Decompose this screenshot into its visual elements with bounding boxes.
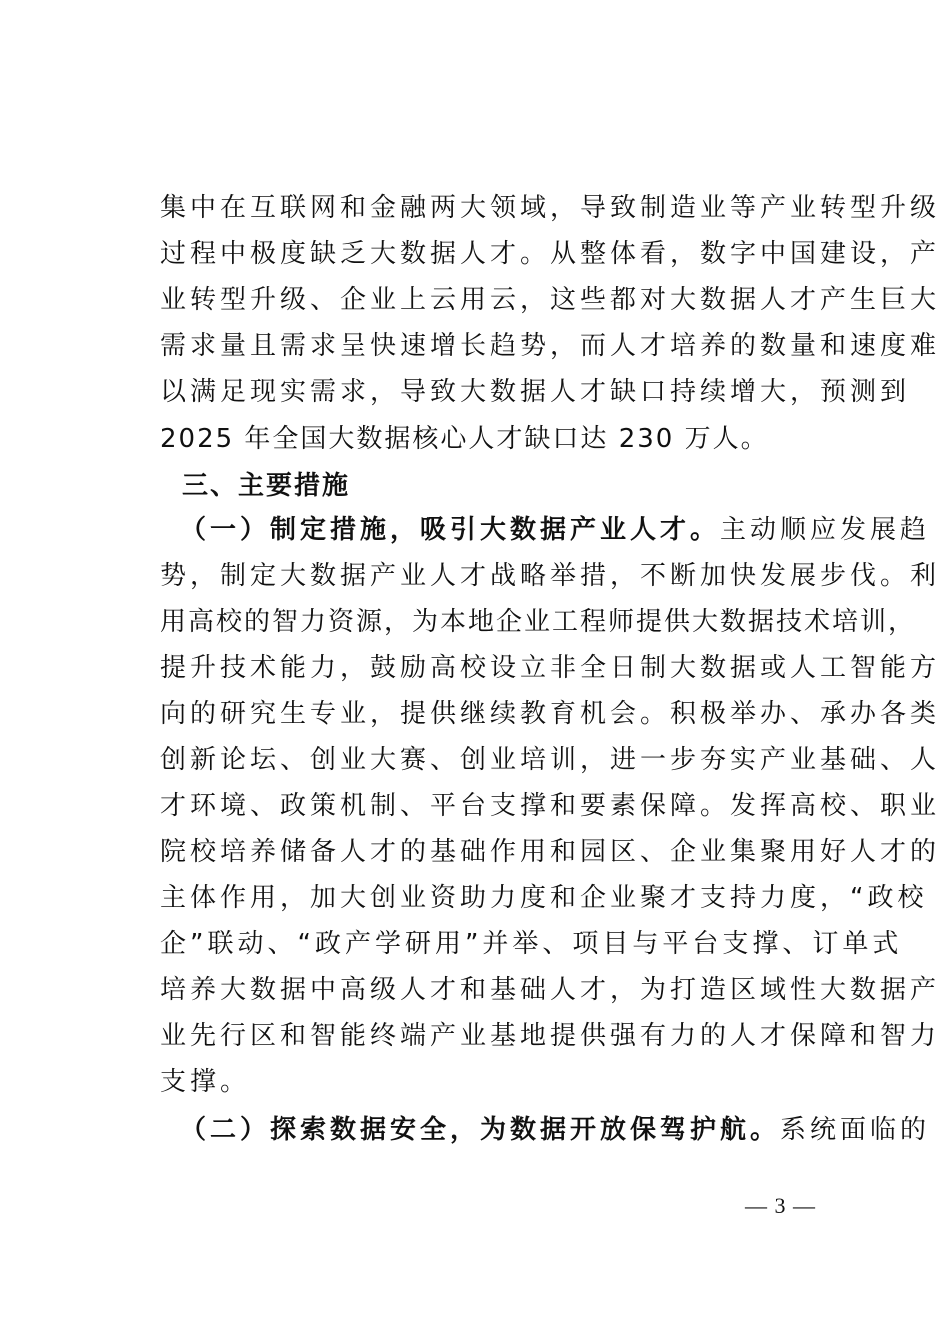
body-text-line: 主体作用，加大创业资助力度和企业聚才支持力度，“政校 (160, 883, 928, 913)
body-text-line: 培养大数据中高级人才和基础人才，为打造区域性大数据产 (160, 975, 941, 1005)
body-text-line: 以满足现实需求，导致大数据人才缺口持续增大，预测到 (160, 377, 911, 407)
section-heading: 三、主要措施 (182, 471, 351, 501)
measure-lead-rest: 主动顺应发展趋 (720, 515, 931, 545)
body-text-line: 2025 年全国大数据核心人才缺口达 230 万人。 (160, 424, 769, 454)
body-text-line: 院校培养储备人才的基础作用和园区、企业集聚用好人才的 (160, 837, 941, 867)
body-text-line: 创新论坛、创业大赛、创业培训，进一步夯实产业基础、人 (160, 745, 941, 775)
body-text-line: 过程中极度缺乏大数据人才。从整体看，数字中国建设，产 (160, 239, 941, 269)
measure-lead-rest: 系统面临的 (780, 1115, 931, 1145)
measure-lead: （二）探索数据安全，为数据开放保驾护航。 (180, 1115, 781, 1145)
measure-lead: （一）制定措施，吸引大数据产业人才。 (180, 515, 721, 545)
body-text-line: 集中在互联网和金融两大领域，导致制造业等产业转型升级 (160, 193, 941, 223)
body-text-line: 才环境、政策机制、平台支撑和要素保障。发挥高校、职业 (160, 791, 941, 821)
body-text-line: 企”联动、“政产学研用”并举、项目与平台支撑、订单式 (160, 929, 903, 959)
body-text-line: 提升技术能力，鼓励高校设立非全日制大数据或人工智能方 (160, 653, 941, 683)
body-text-line: 业转型升级、企业上云用云，这些都对大数据人才产生巨大 (160, 285, 941, 315)
body-text-line: 用高校的智力资源，为本地企业工程师提供大数据技术培训， (160, 607, 917, 637)
page-number: — 3 — (745, 1193, 816, 1218)
measure-first-line (180, 515, 931, 545)
body-text-line: 支撑。 (160, 1067, 251, 1097)
body-text-line: 业先行区和智能终端产业基地提供强有力的人才保障和智力 (160, 1021, 941, 1051)
body-text-line: 需求量且需求呈快速增长趋势，而人才培养的数量和速度难 (160, 331, 941, 361)
body-text-line: 势，制定大数据产业人才战略举措，不断加快发展步伐。利 (160, 561, 941, 591)
body-text-line: 向的研究生专业，提供继续教育机会。积极举办、承办各类 (160, 699, 941, 729)
measure-first-line (180, 1115, 931, 1145)
